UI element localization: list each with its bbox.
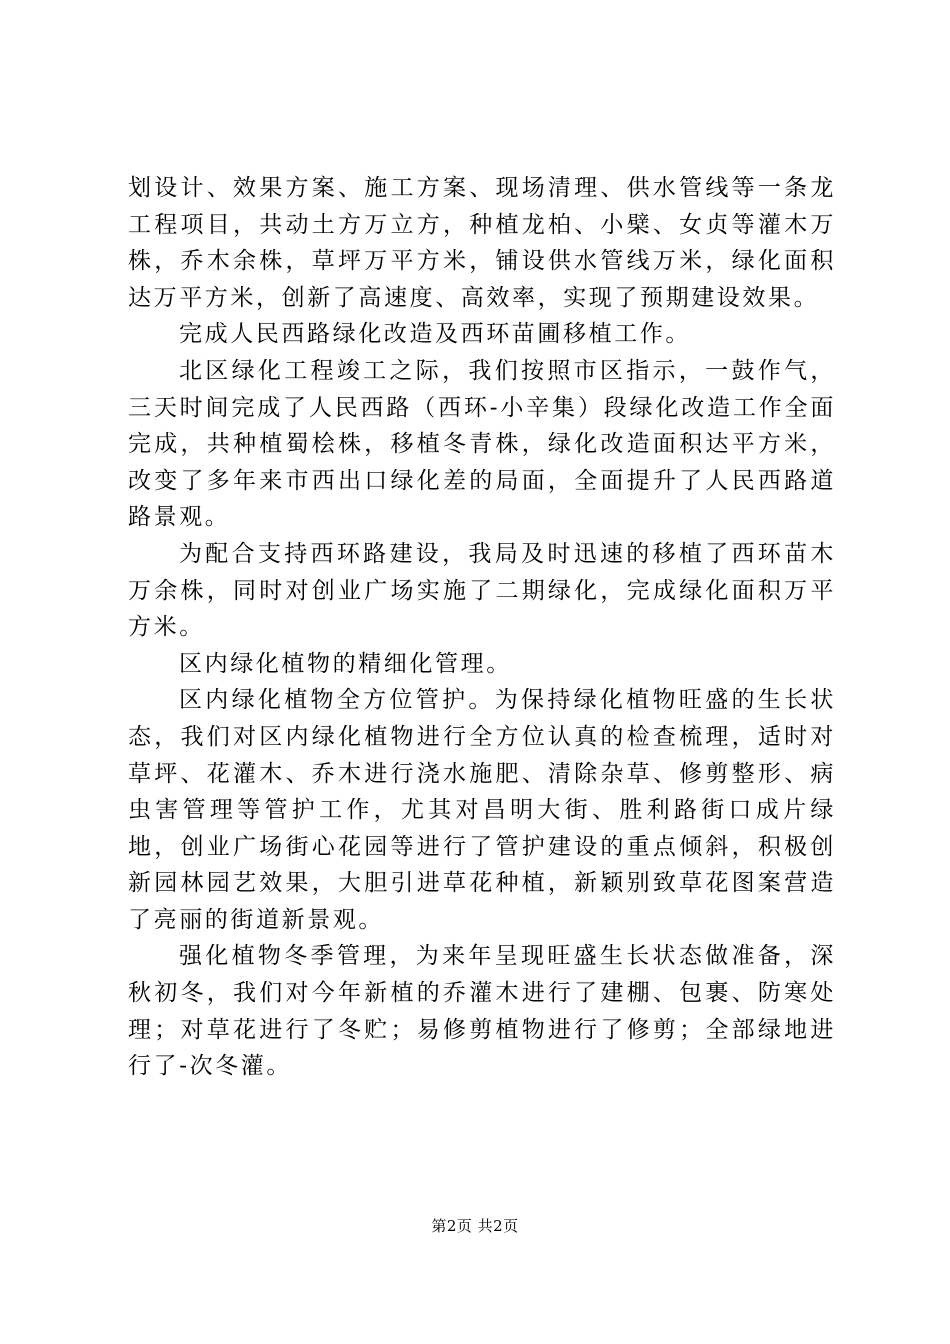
- paragraph-north-district: 北区绿化工程竣工之际，我们按照市区指示，一鼓作气，三天时间完成了人民西路（西环-小辛集）段绿化改造工作全面完成，共种植蜀桧株，移植冬青株，绿化改造面积达平方米，改变了多年来市西出口绿化差的局面，全面提升了人民西路道路景观。: [128, 357, 836, 531]
- page-footer: [0, 1216, 950, 1236]
- paragraph-heading-renmin-road: 完成人民西路绿化改造及西环苗圃移植工作。: [179, 321, 691, 348]
- page-number-label: 第2页 共2页: [431, 1217, 519, 1235]
- paragraph-west-ring: 为配合支持西环路建设，我局及时迅速的移植了西环苗木万余株，同时对创业广场实施了二期绿化，完成绿化面积万平方米。: [128, 540, 836, 641]
- paragraph-continuation: 划设计、效果方案、施工方案、现场清理、供水管线等一条龙工程项目，共动土方万立方，种植龙柏、小檗、女贞等灌木万株，乔木余株，草坪万平方米，铺设供水管线万米，绿化面积达万平方米，创新了高速度、高效率，实现了预期建设效果。: [128, 175, 836, 311]
- paragraph-winter-management: 强化植物冬季管理，为来年呈现旺盛生长状态做准备，深秋初冬，我们对今年新植的乔灌木进行了建棚、包裹、防寒处理；对草花进行了冬贮；易修剪植物进行了修剪；全部绿地进行了-次冬灌。: [128, 943, 836, 1080]
- paragraph-full-care: 区内绿化植物全方位管护。为保持绿化植物旺盛的生长状态，我们对区内绿化植物进行全方位认真的检查梳理，适时对草坪、花灌木、乔木进行浇水施肥、清除杂草、修剪整形、病虫害管理等管护工作，尤其对昌明大街、胜利路街口成片绿地，创业广场街心花园等进行了管护建设的重点倾斜，积极创新园林园艺效果，大胆引进草花种植，新颖别致草花图案营造了亮丽的街道新景观。: [128, 687, 836, 933]
- document-body: [128, 170, 836, 1085]
- paragraph-heading-fine-management: 区内绿化植物的精细化管理。: [179, 650, 512, 677]
